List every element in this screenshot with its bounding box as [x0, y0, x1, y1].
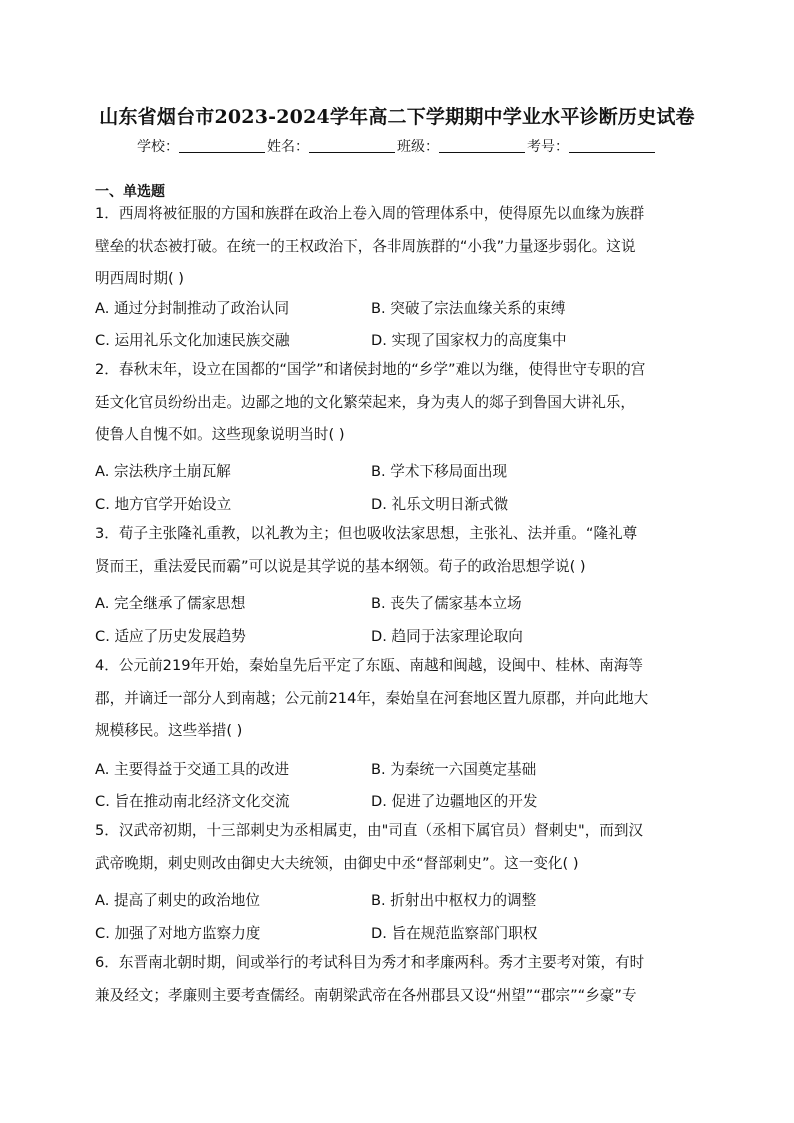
- name-label: 姓名：: [267, 139, 309, 155]
- question-line: 规模移民。这些举措( ): [95, 722, 243, 739]
- option-a: A. 通过分封制推动了政治认同: [95, 300, 290, 317]
- name-blank[interactable]: [309, 138, 395, 153]
- question-line: 贤而王，重法爱民而霸”可以说是其学说的基本纲领。荀子的政治思想学说( ): [95, 557, 586, 575]
- question-stem-3: [95, 518, 695, 583]
- question-line: 廷文化官员纷纷出走。边鄙之地的文化繁荣起来，身为夷人的郯子到鲁国大讲礼乐，: [95, 393, 635, 411]
- school-label: 学校：: [137, 139, 179, 155]
- option-b: B. 突破了宗法血缘关系的束缚: [371, 300, 566, 317]
- question-stem-4: [95, 650, 695, 748]
- option-c: C. 地方官学开始设立: [95, 496, 232, 513]
- question-line: 1．西周将被征服的方国和族群在政治上卷入周的管理体系中，使得原先以血缘为族群: [95, 205, 645, 222]
- option-a: A. 主要得益于交通工具的改进: [95, 761, 290, 778]
- question-stem-6: [95, 947, 695, 1012]
- question-line: 6．东晋南北朝时期，间或举行的考试科目为秀才和孝廉两科。秀才主要考对策，有时: [95, 954, 645, 971]
- option-b: B. 折射出中枢权力的调整: [371, 892, 537, 909]
- exam-no-blank[interactable]: [569, 138, 655, 153]
- option-a: A. 宗法秩序土崩瓦解: [95, 463, 231, 480]
- question-line: 3．荀子主张隆礼重教，以礼教为主；但也吸收法家思想，主张礼、法并重。“隆礼尊: [95, 525, 638, 542]
- option-d: D. 实现了国家权力的高度集中: [371, 332, 567, 349]
- option-b: B. 为秦统一六国奠定基础: [371, 761, 537, 778]
- option-d: D. 旨在规范监察部门职权: [371, 925, 538, 942]
- option-c: C. 加强了对地方监察力度: [95, 925, 261, 942]
- question-line: 2．春秋末年，设立在国都的“国学”和诸侯封地的“乡学”难以为继，使得世守专职的宫: [95, 361, 646, 378]
- student-info-line: [0, 136, 794, 156]
- option-c: C. 适应了历史发展趋势: [95, 628, 246, 645]
- option-c: C. 旨在推动南北经济文化交流: [95, 793, 290, 810]
- option-d: D. 礼乐文明日渐式微: [371, 496, 509, 513]
- section-title: 一、单选题: [95, 184, 165, 200]
- question-stem-1: [95, 198, 695, 296]
- exam-no-label: 考号：: [527, 139, 569, 155]
- option-a: A. 完全继承了儒家思想: [95, 595, 246, 612]
- class-blank[interactable]: [439, 138, 525, 153]
- option-a: A. 提高了刺史的政治地位: [95, 892, 260, 909]
- school-blank[interactable]: [179, 138, 265, 153]
- question-stem-5: [95, 815, 695, 880]
- question-line: 壁垒的状态被打破。在统一的王权政治下，各非周族群的“小我”力量逐步弱化。这说: [95, 237, 636, 255]
- question-line: 郡，并谪迁一部分人到南越；公元前214年，秦始皇在河套地区置九原郡，并向此地大: [95, 689, 649, 707]
- class-label: 班级：: [397, 139, 439, 155]
- option-b: B. 丧失了儒家基本立场: [371, 595, 522, 612]
- question-line: 兼及经文；孝廉则主要考查儒经。南朝梁武帝在各州郡县又设“州望”“郡宗”“乡豪”专: [95, 986, 637, 1004]
- option-d: D. 趋同于法家理论取向: [371, 628, 523, 645]
- question-stem-2: [95, 354, 695, 452]
- question-line: 武帝晚期，刺史则改由御史大夫统领，由御史中丞“督部刺史”。这一变化( ): [95, 854, 579, 872]
- exam-title: 山东省烟台市2023-2024学年高二下学期期中学业水平诊断历史试卷: [99, 106, 695, 128]
- question-line: 使鲁人自愧不如。这些现象说明当时( ): [95, 426, 345, 443]
- option-d: D. 促进了边疆地区的开发: [371, 793, 538, 810]
- question-line: 5．汉武帝初期，十三部刺史为丞相属吏，由"司直（丞相下属官员）督刺史"，而到汉: [95, 822, 644, 839]
- question-line: 4．公元前219年开始，秦始皇先后平定了东瓯、南越和闽越，设闽中、桂林、南海等: [95, 657, 643, 674]
- question-line: 明西周时期( ): [95, 270, 184, 287]
- option-b: B. 学术下移局面出现: [371, 463, 508, 480]
- option-c: C. 运用礼乐文化加速民族交融: [95, 332, 290, 349]
